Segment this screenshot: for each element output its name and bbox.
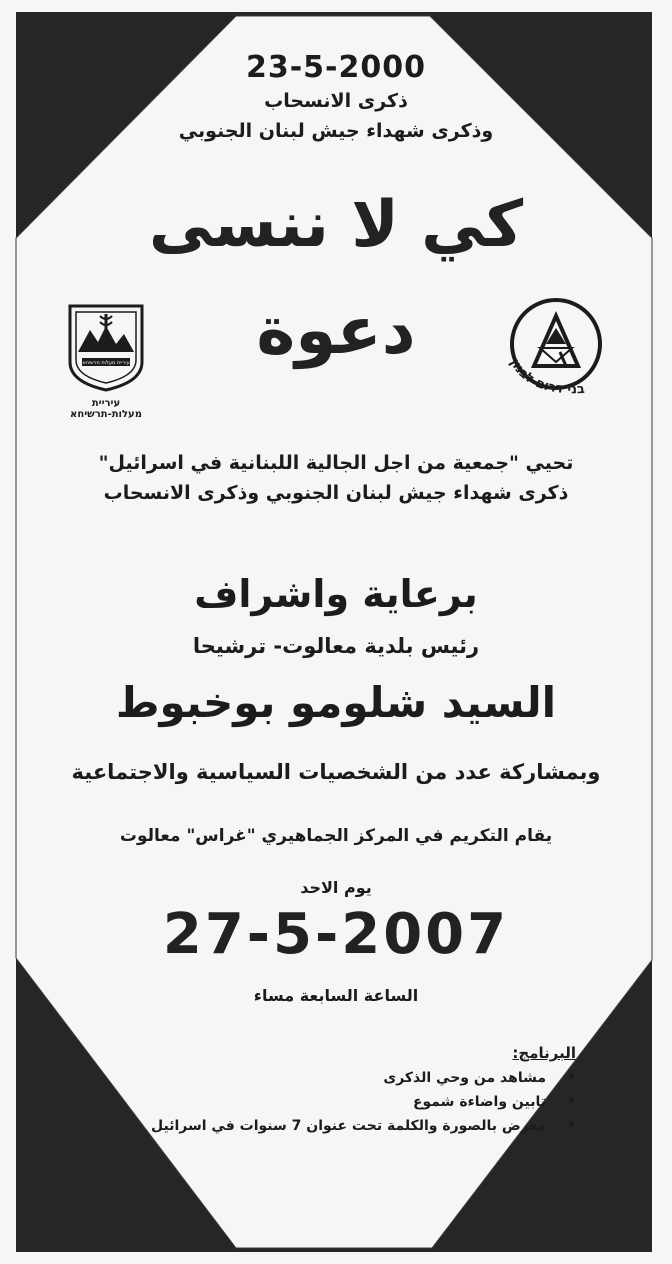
municipality-name-line-2: מעלות-תרשיחא: [70, 409, 142, 420]
mayor-title: رئيس بلدية معالوت- ترشيحا: [192, 634, 480, 658]
event-day: يوم الاحد: [300, 878, 372, 897]
event-date: 27-5-2007: [162, 902, 510, 967]
municipality-logo: [56, 302, 156, 420]
municipality-name-line-1: עיריית: [91, 398, 121, 409]
event-time: الساعة السابعة مساء: [253, 986, 419, 1005]
participation-text: وبمشاركة عدد من الشخصيات السياسية والاجتماعية: [71, 760, 601, 784]
greeting-line-2: ذكرى شهداء جيش لبنان الجنوبي وذكرى الانسحاب: [103, 482, 569, 504]
top-date: 23-5-2000: [245, 50, 427, 85]
svg-text:עיריית מעלות תרשיחא: עיריית מעלות תרשיחא: [82, 360, 130, 366]
greeting-line-1: تحيي "جمعية من اجل الجالية اللبنانية في اسرائيل": [98, 452, 574, 474]
subtitle-line-2: وذكرى شهداء جيش لبنان الجنوبي: [178, 120, 494, 142]
patronage-heading: برعاية واشراف: [194, 572, 478, 616]
program-section: [106, 1044, 576, 1138]
program-item-text: تابين واضاءة شموع: [412, 1094, 546, 1110]
association-emblem-icon: [494, 296, 614, 406]
program-item-text: مشاهد من وحي الذكرى: [383, 1070, 546, 1086]
association-logo: [494, 296, 614, 406]
bullet-icon: •: [567, 1094, 576, 1110]
program-item: [106, 1090, 576, 1114]
invitation-word: دعوة: [256, 292, 416, 369]
bullet-icon: •: [567, 1118, 576, 1134]
venue-text: يقام التكريم في المركز الجماهيري "غراس" معالوت: [119, 826, 553, 846]
municipality-emblem-icon: [56, 302, 156, 392]
program-item-text: معرض بالصورة والكلمة تحت عنوان 7 سنوات في اسرائيل: [151, 1118, 546, 1134]
svg-text:בני דרום לבנון: בני דרום לבנון: [506, 356, 586, 398]
program-item: [106, 1066, 576, 1090]
program-item: [106, 1114, 576, 1138]
main-title: كي لا ننسى: [148, 188, 524, 262]
mayor-name: السيد شلومو بوخبوط: [115, 678, 557, 727]
bullet-icon: •: [567, 1070, 576, 1086]
program-heading: البرنامج:: [512, 1044, 576, 1062]
subtitle-line-1: ذكرى الانسحاب: [264, 90, 408, 112]
program-list: [106, 1066, 576, 1138]
